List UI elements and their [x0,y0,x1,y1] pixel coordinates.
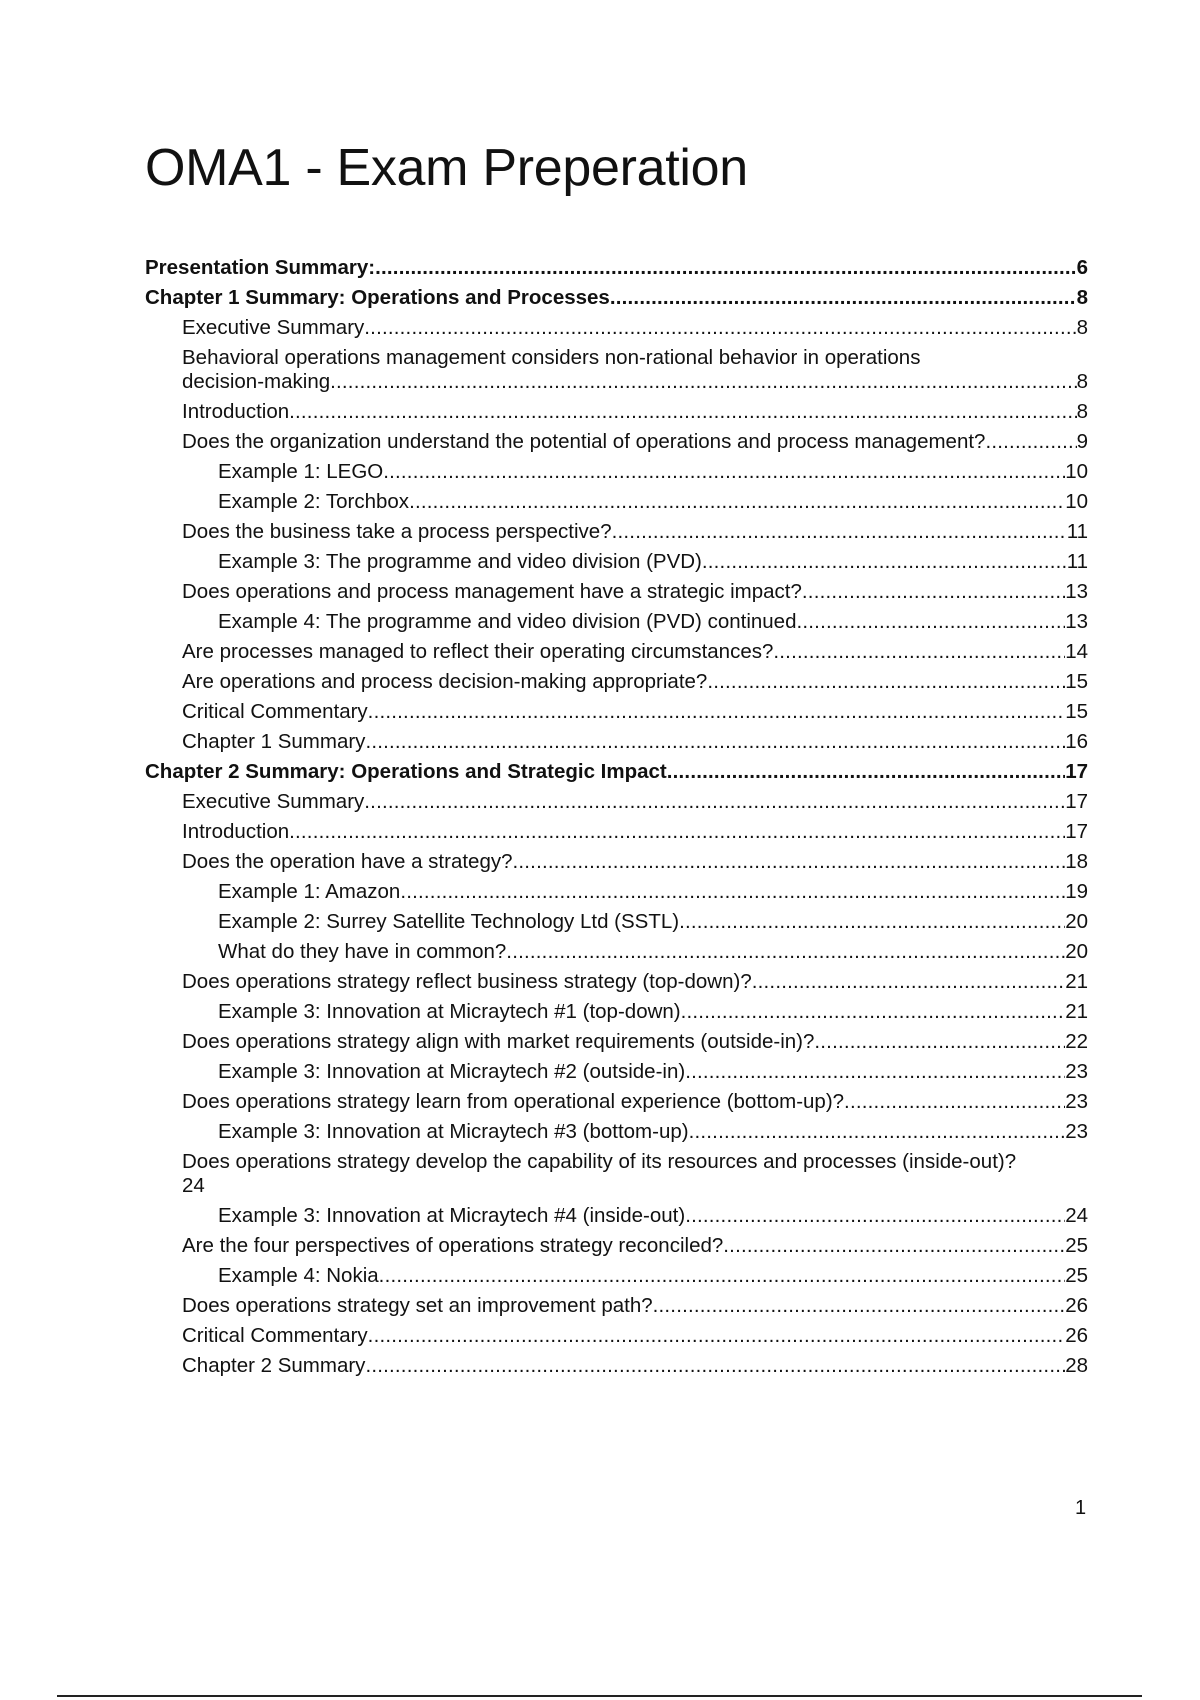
toc-entry-page: 9 [1076,430,1088,453]
toc-entry-text: Are processes managed to reflect their operating circumstances? [182,640,774,663]
toc-dot-leader [653,1294,1066,1318]
toc-entry-page: 23 [1065,1120,1088,1143]
toc-entry-text: Introduction [182,820,290,843]
toc-entry-page: 20 [1065,940,1088,963]
toc-dot-leader [796,610,1065,634]
toc-entry-text: decision-making [182,370,331,393]
toc-entry[interactable] [145,1261,1088,1291]
toc-entry-page: 22 [1065,1030,1088,1053]
toc-entry[interactable] [145,1087,1088,1117]
toc-entry-page: 10 [1065,460,1088,483]
toc-entry[interactable] [145,517,1088,547]
toc-entry-text: Executive Summary [182,316,365,339]
toc-dot-leader [330,370,1076,394]
toc-entry-text: Does operations strategy set an improvement path? [182,1294,653,1317]
toc-dot-leader [612,520,1067,544]
toc-entry[interactable] [145,637,1088,667]
toc-entry[interactable] [145,343,1088,397]
toc-entry[interactable] [145,847,1088,877]
toc-entry-page: 19 [1065,880,1088,903]
toc-entry[interactable] [145,607,1088,637]
toc-entry-page: 24 [1065,1204,1088,1227]
toc-entry-text: Does operations strategy align with market requirements (outside-in)? [182,1030,815,1053]
toc-entry-page: 17 [1065,760,1088,783]
toc-entry-page: 26 [1065,1294,1088,1317]
toc-entry-page: 6 [1076,256,1088,279]
toc-entry-text: Example 2: Torchbox [218,490,410,513]
toc-entry[interactable] [145,1201,1088,1231]
toc-entry[interactable] [145,1231,1088,1261]
toc-entry[interactable] [145,907,1088,937]
toc-dot-leader [400,880,1065,904]
toc-dot-leader [685,1060,1065,1084]
toc-entry-page: 8 [1076,370,1088,393]
toc-dot-leader [814,1030,1065,1054]
toc-entry[interactable] [145,727,1088,757]
toc-entry-page: 8 [1076,286,1088,309]
toc-entry-page: 10 [1065,490,1088,513]
toc-entry-text: Chapter 2 Summary [182,1354,366,1377]
toc-entry[interactable] [145,1321,1088,1351]
toc-entry[interactable] [145,1147,1088,1201]
toc-entry[interactable] [145,787,1088,817]
toc-entry[interactable] [145,457,1088,487]
toc-entry-page: 20 [1065,910,1088,933]
toc-entry-text: Example 3: Innovation at Micraytech #4 (inside-out) [218,1204,686,1227]
toc-entry-text: Example 1: Amazon [218,880,401,903]
toc-entry-page: 15 [1065,700,1088,723]
toc-entry[interactable] [145,877,1088,907]
toc-dot-leader [685,1204,1065,1228]
table-of-contents [145,253,1088,1381]
toc-entry-text: Does the operation have a strategy? [182,850,513,873]
toc-entry[interactable] [145,1291,1088,1321]
toc-entry[interactable] [145,547,1088,577]
toc-dot-leader [844,1090,1065,1114]
toc-dot-leader [610,286,1077,310]
toc-entry-page: 23 [1065,1060,1088,1083]
toc-entry-page: 18 [1065,850,1088,873]
toc-dot-leader [752,970,1065,994]
toc-entry[interactable] [145,487,1088,517]
toc-dot-leader [985,430,1076,454]
toc-entry-page: 23 [1065,1090,1088,1113]
toc-dot-leader [368,700,1066,724]
toc-entry[interactable] [145,667,1088,697]
toc-entry-page: 14 [1065,640,1088,663]
toc-entry[interactable] [145,997,1088,1027]
toc-entry-text-line1: Behavioral operations management considers non-rational behavior in operations [182,346,921,369]
toc-dot-leader [289,820,1065,844]
toc-entry[interactable] [145,937,1088,967]
toc-entry-page: 8 [1076,400,1088,423]
toc-entry[interactable] [145,427,1088,457]
toc-entry-text: Chapter 1 Summary: Operations and Processes [145,286,610,309]
toc-dot-leader [773,640,1065,664]
toc-dot-leader [364,790,1065,814]
toc-entry-text-line1: Does operations strategy develop the capability of its resources and processes (inside-out)? [182,1150,1017,1173]
toc-entry-text: Example 2: Surrey Satellite Technology Ltd (SSTL) [218,910,680,933]
toc-dot-leader [383,460,1065,484]
toc-entry[interactable] [145,697,1088,727]
toc-entry-page: 13 [1065,580,1088,603]
toc-dot-leader [506,940,1065,964]
toc-entry-text: Presentation Summary: [145,256,376,279]
toc-entry-text: Does operations and process management have a strategic impact? [182,580,802,603]
toc-entry-page: 25 [1065,1234,1088,1257]
toc-entry-page: 24 [182,1174,205,1197]
toc-entry[interactable] [145,397,1088,427]
toc-dot-leader [364,316,1076,340]
toc-entry-text: Executive Summary [182,790,365,813]
page-number: 1 [1075,1497,1087,1519]
toc-entry-text: Example 4: Nokia [218,1264,379,1287]
toc-entry-page: 21 [1065,970,1088,993]
toc-dot-leader [513,850,1066,874]
toc-entry-text: Chapter 2 Summary: Operations and Strategic Impact [145,760,667,783]
toc-entry-page: 11 [1066,520,1088,543]
toc-entry-page: 28 [1065,1354,1088,1377]
toc-dot-leader [289,400,1076,424]
toc-dot-leader [375,256,1076,280]
toc-entry-text: Does operations strategy reflect business strategy (top-down)? [182,970,752,993]
toc-entry[interactable] [145,1027,1088,1057]
toc-entry-text: Example 1: LEGO [218,460,384,483]
toc-entry[interactable] [145,313,1088,343]
toc-dot-leader [368,1324,1066,1348]
toc-entry-text: Does the organization understand the potential of operations and process management? [182,430,986,453]
toc-entry-page: 21 [1065,1000,1088,1023]
toc-entry[interactable] [145,577,1088,607]
toc-entry-text: Does operations strategy learn from operational experience (bottom-up)? [182,1090,845,1113]
toc-dot-leader [681,1000,1066,1024]
toc-entry-page: 11 [1066,550,1088,573]
toc-entry-page: 17 [1065,790,1088,813]
toc-entry[interactable] [145,283,1088,313]
toc-entry-text: Does the business take a process perspective? [182,520,612,543]
toc-dot-leader [679,910,1065,934]
toc-entry-text: Example 3: Innovation at Micraytech #3 (bottom-up) [218,1120,689,1143]
toc-entry-page: 13 [1065,610,1088,633]
toc-dot-leader [379,1264,1066,1288]
toc-entry-page: 15 [1065,670,1088,693]
toc-entry-text: Example 3: The programme and video division (PVD) [218,550,702,573]
toc-entry-text: Are operations and process decision-making appropriate? [182,670,708,693]
toc-entry-text: Critical Commentary [182,700,368,723]
toc-entry-page: 16 [1065,730,1088,753]
toc-entry-text: Are the four perspectives of operations strategy reconciled? [182,1234,724,1257]
toc-entry-page: 8 [1076,316,1088,339]
toc-dot-leader [802,580,1065,604]
toc-entry[interactable] [145,1117,1088,1147]
toc-entry-text: Example 3: Innovation at Micraytech #1 (top-down) [218,1000,681,1023]
toc-dot-leader [723,1234,1065,1258]
footer-divider [57,1695,1142,1697]
toc-dot-leader [365,1354,1065,1378]
toc-entry-text: Chapter 1 Summary [182,730,366,753]
toc-entry-page: 25 [1065,1264,1088,1287]
toc-entry[interactable] [145,967,1088,997]
toc-entry[interactable] [145,1057,1088,1087]
toc-dot-leader [702,550,1067,574]
toc-entry[interactable] [145,1351,1088,1381]
page-title: OMA1 - Exam Preperation [145,139,748,197]
toc-entry-text: Introduction [182,400,290,423]
toc-dot-leader [689,1120,1066,1144]
toc-entry[interactable] [145,253,1088,283]
toc-dot-leader [707,670,1065,694]
toc-entry[interactable] [145,757,1088,787]
toc-entry[interactable] [145,817,1088,847]
toc-entry-text: Example 3: Innovation at Micraytech #2 (outside-in) [218,1060,686,1083]
toc-entry-text: Critical Commentary [182,1324,368,1347]
toc-dot-leader [409,490,1065,514]
toc-entry-page: 17 [1065,820,1088,843]
toc-entry-text: What do they have in common? [218,940,507,963]
toc-entry-page: 26 [1065,1324,1088,1347]
toc-dot-leader [667,760,1065,784]
toc-entry-text: Example 4: The programme and video division (PVD) continued [218,610,797,633]
toc-dot-leader [365,730,1065,754]
